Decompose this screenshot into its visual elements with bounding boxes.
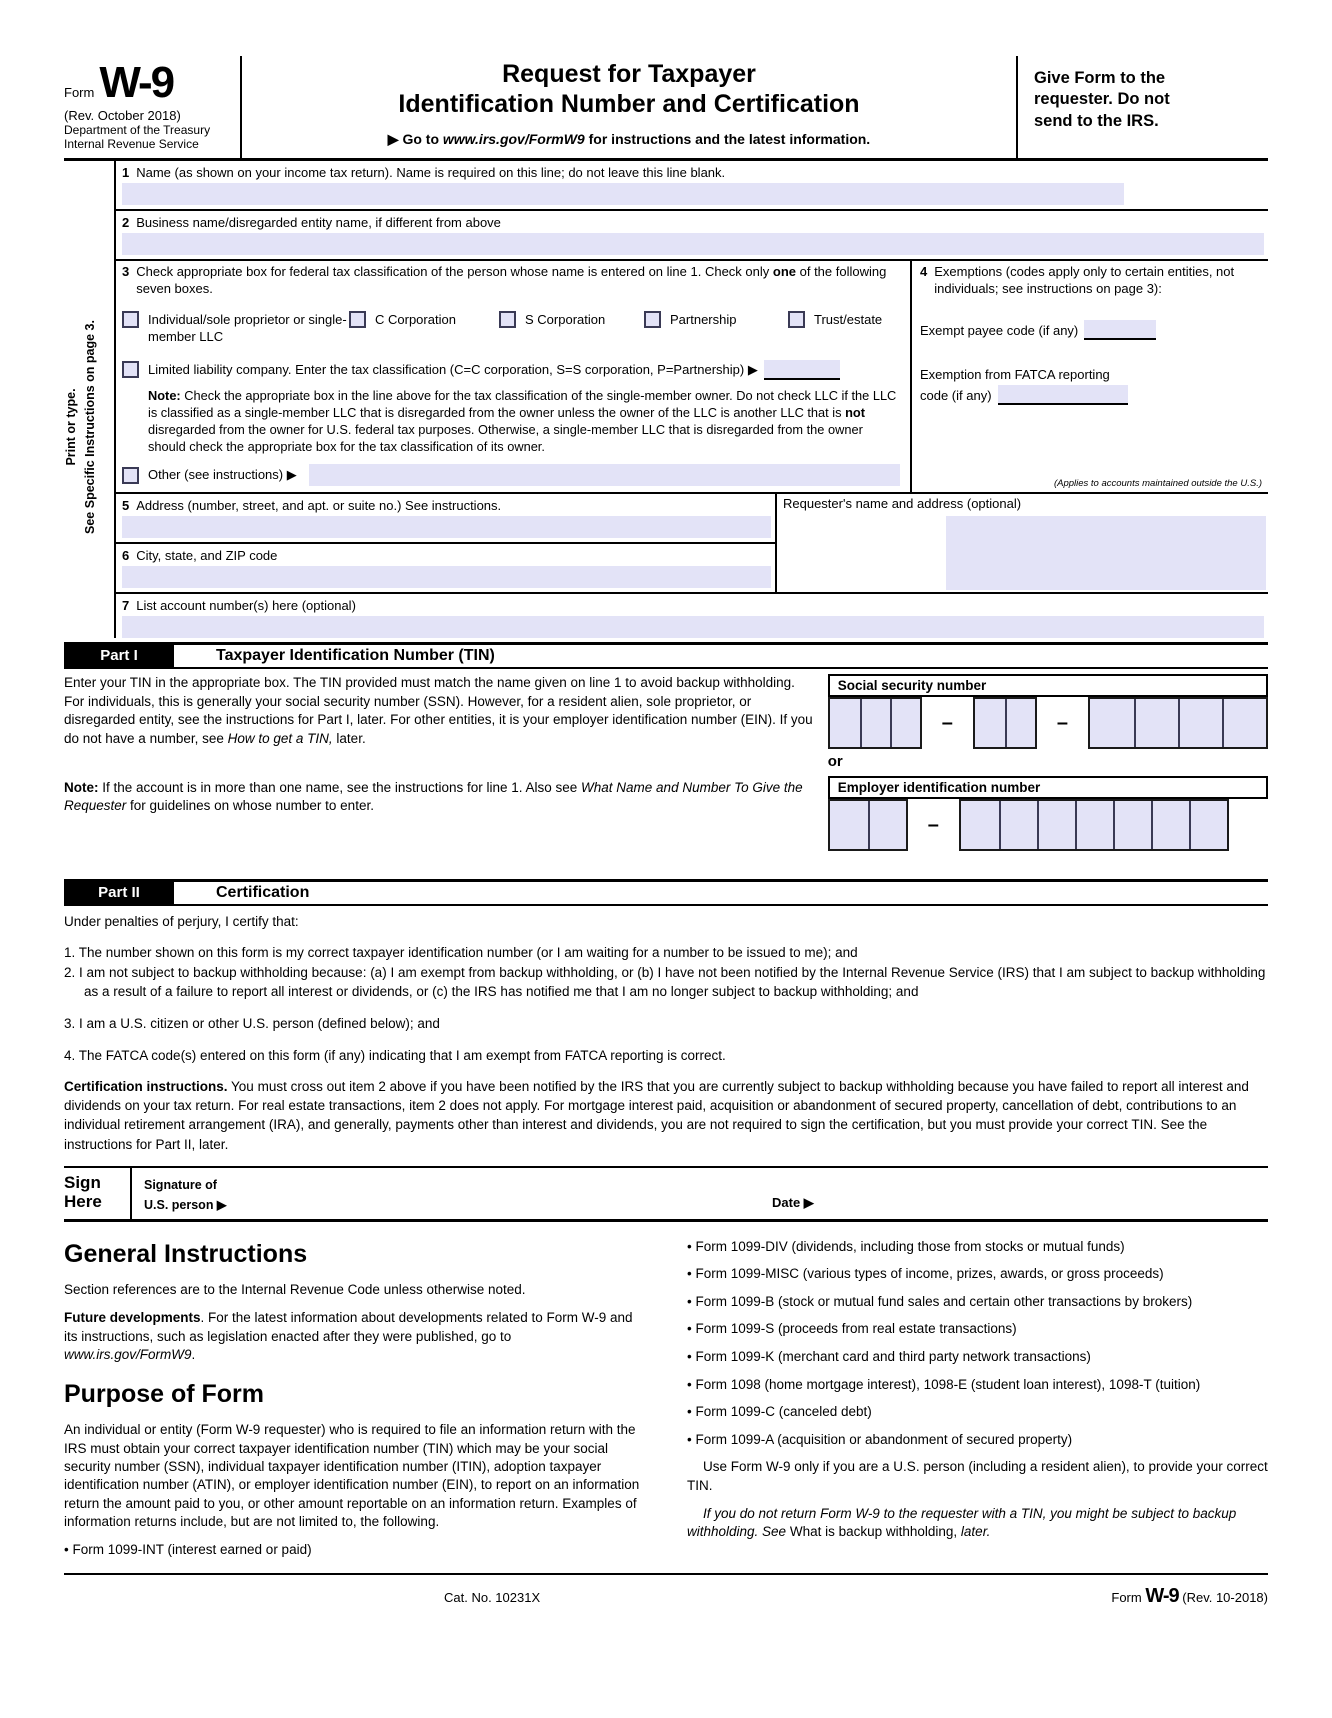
form-revision: (Rev. October 2018) — [64, 108, 181, 123]
option-partnership — [644, 311, 788, 329]
form-bullet: • Form 1099-S (proceeds from real estate transactions) — [687, 1321, 1017, 1337]
tin-entry-area — [814, 674, 1268, 851]
option-individual — [122, 311, 349, 346]
ein-group-1 — [828, 799, 908, 851]
department-line: Department of the Treasury — [64, 123, 211, 137]
classification-options-row — [122, 311, 902, 346]
irs-url: www.irs.gov/FormW9 — [442, 131, 585, 147]
checkbox-partnership[interactable] — [644, 311, 661, 328]
requester-box — [775, 494, 1268, 592]
part2-bar — [64, 879, 1268, 906]
option-llc — [122, 360, 902, 380]
ein-digit-cell[interactable] — [1075, 801, 1113, 849]
option-label: C Corporation — [375, 311, 456, 327]
line1-label: 1 Name (as shown on your income tax return). Name is required on this line; do not leave this line blank. — [122, 164, 726, 180]
ein-dash: – — [927, 813, 939, 836]
general-instructions-section — [64, 1222, 1268, 1569]
line2-row — [116, 211, 1268, 261]
ein-digit-cell[interactable] — [868, 801, 906, 849]
ssn-digit-cell[interactable] — [975, 699, 1005, 747]
use-form-paragraph: Use Form W-9 only if you are a U.S. person (including a resident alien), to provide your correct TIN. — [687, 1459, 1268, 1493]
signature-area[interactable] — [272, 1168, 772, 1219]
certification-item-4: 4. The FATCA code(s) entered on this form (if any) indicating that I am exempt from FATCA reporting is correct. — [64, 1048, 726, 1063]
agency-line: Internal Revenue Service — [64, 137, 199, 152]
checkbox-individual[interactable] — [122, 311, 139, 328]
requester-name-address-input[interactable] — [946, 516, 1266, 590]
option-label: Individual/sole proprietor or single-member LLC — [148, 311, 347, 345]
other-description-input[interactable] — [309, 464, 900, 486]
fatca-line: Exemption from FATCA reporting code (if any) — [920, 365, 1260, 408]
other-label: Other (see instructions) ▶ — [148, 467, 297, 483]
business-name-input[interactable] — [122, 233, 1264, 255]
line6-label: 6 City, state, and ZIP code — [122, 548, 278, 564]
city-state-zip-input[interactable] — [122, 566, 771, 588]
form-bullet: • Form 1099-C (canceled debt) — [687, 1404, 872, 1420]
ssn-dash: – — [941, 711, 953, 734]
option-other — [122, 464, 902, 486]
tax-classification-column — [116, 261, 910, 492]
give-form-notice: Give Form to the requester. Do not send to the IRS. — [1034, 69, 1170, 130]
purpose-paragraph: An individual or entity (Form W-9 requester) who is required to file an information return with the IRS must obtain your correct taxpayer identification number (TIN) which may be your social security number (SSN), individual taxpayer identification number (ITIN), adoption taxpayer identification number (ATIN), or employer identification number (EIN), to report on an information return the amount paid to you, or other amount reportable on an information return. Examples of information returns include, but are not limited to, the following. — [64, 1422, 640, 1530]
line2-label: 2 Business name/disregarded entity name, if different from above — [122, 214, 501, 230]
form-number-line — [64, 58, 234, 108]
part2-title: Certification — [216, 884, 310, 902]
checkbox-c-corporation[interactable] — [349, 311, 366, 328]
form-bullet: • Form 1098 (home mortgage interest), 1098-E (student loan interest), 1098-T (tuition) — [687, 1376, 1201, 1392]
ssn-digit-cell[interactable] — [860, 699, 890, 747]
certification-item-3: 3. I am a U.S. citizen or other U.S. person (defined below); and — [64, 1015, 440, 1031]
exemptions-column — [910, 261, 1268, 492]
ssn-group-1 — [828, 697, 922, 749]
certification-intro: Under penalties of perjury, I certify that: — [64, 914, 299, 930]
sign-here-row — [64, 1166, 1268, 1222]
option-s-corporation — [499, 311, 644, 329]
part2-body — [64, 906, 1268, 1166]
checkbox-llc[interactable] — [122, 361, 139, 378]
exempt-payee-code-input[interactable] — [1084, 320, 1156, 340]
name-input[interactable] — [122, 183, 1124, 205]
line3-label: 3 Check appropriate box for federal tax classification of the person whose name is entered on line 1. Check only one of the following seven boxes. — [122, 263, 887, 296]
ssn-label: Social security number — [828, 674, 1268, 697]
print-or-type-sidebar: Print or type. See Specific Instructions on page 3. — [64, 319, 97, 534]
ein-digit-cell[interactable] — [1037, 801, 1075, 849]
ssn-cells — [828, 697, 1268, 749]
form-id-block — [64, 56, 242, 158]
form-bullet: • Form 1099-DIV (dividends, including those from stocks or mutual funds) — [687, 1238, 1125, 1254]
checkbox-trust-estate[interactable] — [788, 311, 805, 328]
form-bullet: • Form 1099-MISC (various types of income, prizes, awards, or gross proceeds) — [687, 1266, 1164, 1282]
purpose-of-form-heading: Purpose of Form — [64, 1380, 265, 1409]
line4-label: 4 Exemptions (codes apply only to certain entities, not individuals; see instructions on page 3): — [920, 263, 1235, 296]
line3-line4-row — [116, 261, 1268, 494]
backup-withholding-paragraph: If you do not return Form W-9 to the requester with a TIN, you might be subject to backup withholding. See What is backup withholding, later. — [687, 1505, 1237, 1540]
line6-row — [116, 544, 775, 588]
line1-row — [116, 161, 1268, 211]
ein-group-2 — [959, 799, 1229, 851]
line5-label: 5 Address (number, street, and apt. or suite no.) See instructions. — [122, 498, 502, 514]
form-title-block — [242, 56, 1018, 158]
certification-item-2: 2. I am not subject to backup withholding because: (a) I am exempt from backup withholding, or (b) I have not been notified by the Internal Revenue Service (IRS) that I am subject to backup withholding as a result of a failure to report all interest or dividends, or (c) the IRS has notified me that I am no longer subject to backup withholding; and — [64, 964, 1266, 999]
ein-digit-cell[interactable] — [1151, 801, 1189, 849]
checkbox-s-corporation[interactable] — [499, 311, 516, 328]
instructions-left-column — [64, 1238, 645, 1569]
line5-line6-row — [116, 494, 1268, 594]
ssn-digit-cell[interactable] — [1090, 699, 1134, 747]
date-label: Date ▶ — [772, 1194, 814, 1210]
page-footer — [64, 1573, 1268, 1608]
part1-body — [64, 669, 1268, 879]
applies-note: (Applies to accounts maintained outside the U.S.) — [1053, 478, 1262, 490]
footer-form-id: Form W-9 (Rev. 10-2018) — [1111, 1584, 1268, 1607]
catalog-number: Cat. No. 10231X — [444, 1589, 541, 1605]
part2-chip: Part II — [64, 882, 174, 904]
account-numbers-input[interactable] — [122, 616, 1264, 638]
certification-item-1: 1. The number shown on this form is my correct taxpayer identification number (or I am waiting for a number to be issued to me); and — [64, 945, 858, 961]
ssn-digit-cell[interactable] — [890, 699, 920, 747]
goto-instructions-line: ▶ Go to www.irs.gov/FormW9 for instructions and the latest information. — [387, 131, 871, 147]
address-column — [116, 494, 775, 592]
form-header — [64, 56, 1268, 161]
ssn-digit-cell[interactable] — [1178, 699, 1222, 747]
ein-label: Employer identification number — [828, 776, 1268, 799]
tin-note-paragraph: Note: If the account is in more than one name, see the instructions for line 1. Also see What Name and Number To Give the Requester for guidelines on whose number to enter. — [64, 779, 803, 814]
or-label: or — [827, 753, 843, 771]
section-references-paragraph: Section references are to the Internal Revenue Code unless otherwise noted. — [64, 1281, 526, 1297]
ein-digit-cell[interactable] — [1113, 801, 1151, 849]
ssn-dash: – — [1056, 711, 1068, 734]
form-bullet: • Form 1099-K (merchant card and third party network transactions) — [687, 1348, 1091, 1364]
address-input[interactable] — [122, 516, 771, 538]
requester-label: Requester's name and address (optional) — [783, 496, 1022, 512]
tin-paragraph: Enter your TIN in the appropriate box. The TIN provided must match the name given on line 1 to avoid backup withholding. For individuals, this is generally your social security number (SSN). However, for a resident alien, sole proprietor, or disregarded entity, see the instructions for Part I, later. For other entities, it is your employer identification number (EIN). If you do not have a number, see How to get a TIN, later. — [64, 675, 813, 747]
exempt-payee-line: Exempt payee code (if any) — [920, 320, 1260, 340]
arrow-icon: ▶ Go to — [387, 131, 443, 147]
future-developments-paragraph: Future developments. For the latest information about developments related to Form W-9 and its instructions, such as legislation enacted after they were published, go to www.irs.gov/FormW9. — [64, 1310, 633, 1362]
sign-here-label: Sign Here — [64, 1168, 132, 1219]
option-label: S Corporation — [525, 311, 606, 327]
certification-instructions: Certification instructions. You must cross out item 2 above if you have been notified by the IRS that you are currently subject to backup withholding because you have failed to report all interest and dividends on your tax return. For real estate transactions, item 2 does not apply. For mortgage interest paid, acquisition or abandonment of secured property, cancellation of debt, contributions to an individual retirement arrangement (IRA), and generally, payments other than interest and dividends, you are not required to sign the certification, but you must provide your correct TIN. See the instructions for Part II, later. — [64, 1079, 1249, 1152]
line7-row — [116, 594, 1268, 638]
form-bullet: • Form 1099-B (stock or mutual fund sales and certain other transactions by brokers) — [687, 1293, 1193, 1309]
ssn-digit-cell[interactable] — [1134, 699, 1178, 747]
fatca-code-input[interactable] — [998, 385, 1128, 405]
part1-text — [64, 674, 814, 851]
ssn-group-2 — [973, 697, 1037, 749]
ein-cells — [828, 799, 1268, 851]
option-c-corporation — [349, 311, 499, 329]
ssn-digit-cell[interactable] — [1222, 699, 1266, 747]
llc-note: Note: Check the appropriate box in the line above for the tax classification of the single-member owner. Do not check LLC if the LLC is classified as a single-member LLC that is disregarded from the owner unless the owner of the LLC is another LLC that is not disregarded from the owner for U.S. federal tax purposes. Otherwise, a single-member LLC that is disregarded from the owner should check the appropriate box for the tax classification of its owner. — [148, 387, 897, 455]
form-1099-int-bullet: • Form 1099-INT (interest earned or paid) — [64, 1542, 312, 1558]
part1-chip: Part I — [64, 645, 174, 667]
form-number: W-9 — [99, 58, 174, 107]
date-area[interactable] — [772, 1195, 1268, 1219]
general-instructions-heading: General Instructions — [64, 1239, 308, 1268]
part1-bar — [64, 642, 1268, 669]
line7-label: 7 List account number(s) here (optional) — [122, 598, 356, 614]
line5-row — [116, 494, 775, 544]
ssn-digit-cell[interactable] — [830, 699, 860, 747]
form-title: Request for Taxpayer Identification Number and Certification — [398, 60, 860, 118]
ein-digit-cell[interactable] — [1189, 801, 1227, 849]
form-word: Form — [64, 85, 95, 100]
ein-digit-cell[interactable] — [830, 801, 868, 849]
ein-digit-cell[interactable] — [999, 801, 1037, 849]
option-label: Trust/estate — [814, 311, 883, 327]
ssn-group-3 — [1088, 697, 1268, 749]
fields-grid — [114, 161, 1268, 638]
signature-label: Signature of U.S. person ▶ — [144, 1177, 227, 1212]
llc-classification-input[interactable] — [764, 360, 840, 380]
llc-label: Limited liability company. Enter the tax classification (C=C corporation, S=S corporation, P=Partnership) ▶ — [148, 361, 758, 377]
part1-title: Taxpayer Identification Number (TIN) — [216, 647, 495, 665]
form-bullet: • Form 1099-A (acquisition or abandonment of secured property) — [687, 1431, 1073, 1447]
instructions-right-column — [687, 1238, 1268, 1569]
option-label: Partnership — [670, 311, 737, 327]
form-fields-section — [64, 161, 1268, 638]
option-trust-estate — [788, 311, 882, 329]
checkbox-other[interactable] — [122, 467, 139, 484]
ein-digit-cell[interactable] — [961, 801, 999, 849]
ssn-digit-cell[interactable] — [1005, 699, 1035, 747]
